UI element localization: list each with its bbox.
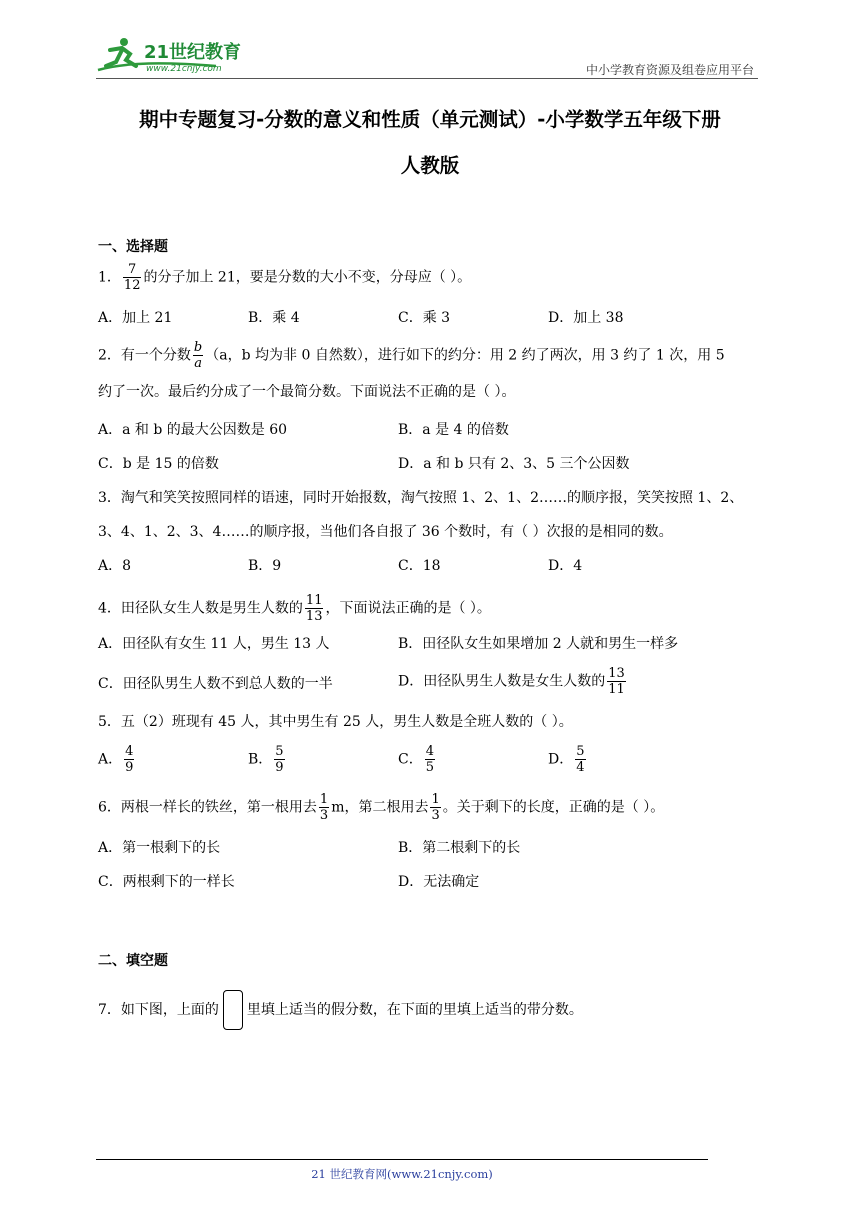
question-4: 4．田径队女生人数是男生人数的 $\frac{11}{13}$ ，下面说法正确的是（ ）。: [98, 593, 491, 624]
q6-option-a[interactable]: A．第一根剩下的长: [98, 840, 221, 856]
q4-option-a[interactable]: A．田径队有女生 11 人，男生 13 人: [98, 636, 330, 652]
q5-option-a[interactable]: A． $\frac{4}{9}$: [98, 744, 134, 775]
fraction: $\frac{5}{9}$: [275, 744, 284, 775]
q1-option-b[interactable]: B．乘 4: [248, 310, 300, 326]
platform-name: 中小学教育资源及组卷应用平台: [585, 63, 754, 77]
q6-option-d[interactable]: D．无法确定: [398, 874, 480, 890]
q2-option-b[interactable]: B．a 是 4 的倍数: [398, 422, 509, 438]
answer-box[interactable]: [223, 990, 243, 1030]
fraction: $\frac{4}{5}$: [425, 744, 434, 775]
footer-divider: [96, 1159, 708, 1160]
header-divider: [96, 78, 758, 79]
page-title-line1: 期中专题复习-分数的意义和性质（单元测试）-小学数学五年级下册: [139, 108, 721, 131]
q1-option-d[interactable]: D．加上 38: [548, 310, 624, 326]
q2-option-c[interactable]: C．b 是 15 的倍数: [98, 456, 219, 472]
q4-option-d[interactable]: D．田径队男生人数是女生人数的 $\frac{13}{11}$: [398, 666, 625, 697]
page-title-line2: 人教版: [400, 154, 460, 177]
question-2: 2．有一个分数 $\frac{b}{a}$ （a，b 均为非 0 自然数），进行如下的约分：用 2 约了两次，用 3 约了 1 次，用 5: [98, 340, 725, 371]
fraction: $\frac{4}{9}$: [125, 744, 134, 775]
svg-text:21世纪教育: 21世纪教育: [144, 42, 242, 63]
svg-text:www.21cnjy.com: www.21cnjy.com: [146, 64, 222, 74]
q1-option-c[interactable]: C．乘 3: [398, 310, 451, 326]
question-7: 7．如下图，上面的 里填上适当的假分数，在下面的里填上适当的带分数。: [98, 990, 583, 1030]
q1-option-a[interactable]: A．加上 21: [98, 310, 173, 326]
fraction: $\frac{7}{12}$: [123, 262, 141, 293]
q2-option-d[interactable]: D．a 和 b 只有 2、3、5 三个公因数: [398, 456, 630, 472]
q6-option-c[interactable]: C．两根剩下的一样长: [98, 874, 235, 890]
q4-option-b[interactable]: B．田径队女生如果增加 2 人就和男生一样多: [398, 636, 679, 652]
fraction: $\frac{1}{3}$: [431, 792, 440, 823]
question-5: 5．五（2）班现有 45 人，其中男生有 25 人，男生人数是全班人数的（ ）。: [98, 714, 573, 730]
q5-option-b[interactable]: B． $\frac{5}{9}$: [248, 744, 284, 775]
q3-option-a[interactable]: A．8: [98, 558, 132, 574]
fraction: $\frac{13}{11}$: [608, 666, 625, 697]
q4-option-c[interactable]: C．田径队男生人数不到总人数的一半: [98, 676, 333, 692]
fraction: $\frac{5}{4}$: [576, 744, 585, 775]
section-heading-fill: 二、填空题: [98, 953, 168, 969]
question-2-line2: 约了一次。最后约分成了一个最简分数。下面说法不正确的是（ ）。: [98, 384, 516, 400]
q5-option-c[interactable]: C． $\frac{4}{5}$: [398, 744, 434, 775]
fraction: $\frac{1}{3}$: [319, 792, 329, 823]
footer-text: 21 世纪教育网(www.21cnjy.com): [311, 1167, 493, 1181]
q6-option-b[interactable]: B．第二根剩下的长: [398, 840, 521, 856]
question-1: 1． $\frac{7}{12}$ 的分子加上 21，要是分数的大小不变，分母应（ ）。: [98, 262, 472, 293]
question-6: 6．两根一样长的铁丝，第一根用去 $\frac{1}{3}$ m，第二根用去 $\frac{1}{3}$ 。关于剩下的长度，正确的是（ ）。: [98, 792, 665, 823]
section-heading-choice: 一、选择题: [98, 239, 168, 255]
fraction: $\frac{11}{13}$: [305, 593, 323, 624]
question-3-line2: 3、4、1、2、3、4……的顺序报，当他们各自报了 36 个数时，有（ ）次报的是相同的数。: [98, 524, 673, 540]
q2-option-a[interactable]: A．a 和 b 的最大公因数是 60: [98, 422, 288, 438]
q5-option-d[interactable]: D． $\frac{5}{4}$: [548, 744, 585, 775]
q3-option-c[interactable]: C．18: [398, 558, 441, 574]
site-logo: [96, 36, 256, 76]
question-3: 3．淘气和笑笑按照同样的语速，同时开始报数，淘气按照 1、2、1、2……的顺序报，笑笑按照 1、2、: [98, 490, 744, 506]
q3-option-d[interactable]: D．4: [548, 558, 583, 574]
fraction: $\frac{b}{a}$: [193, 340, 203, 371]
q3-option-b[interactable]: B．9: [248, 558, 282, 574]
